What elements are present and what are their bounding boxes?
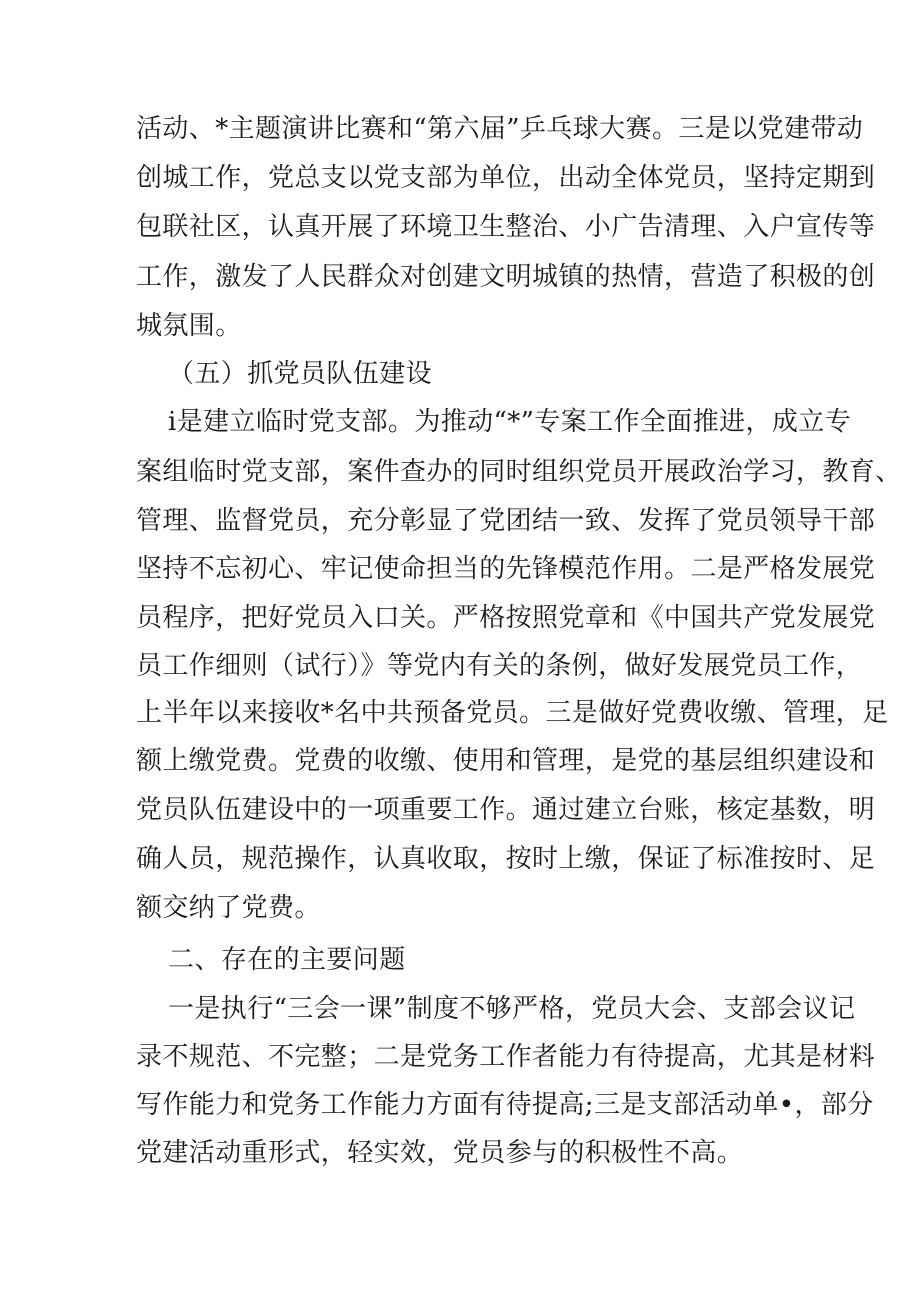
paragraph-line: 坚持不忘初心、牢记使命担当的先锋模范作用。二是严格发展党 [136,554,876,584]
paragraph-line: 活动、*主题演讲比赛和“第六届”乒乓球大赛。三是以党建带动 [136,114,864,144]
paragraph-line: 党建活动重形式，轻实效，党员参与的积极性不高。 [136,1138,744,1168]
section-heading: 二、存在的主要问题 [168,945,406,975]
paragraph-line: 城氛围。 [136,311,242,341]
section-heading: （五）抓党员队伍建设 [168,359,433,389]
paragraph-line: 员工作细则（试行）》等党内有关的条例，做好发展党员工作， [136,651,863,681]
paragraph-line: 包联社区，认真开展了环境卫生整治、小广告清理、入户宣传等 [136,212,876,242]
paragraph-line: 员程序，把好党员入口关。严格按照党章和《中国共产党发展党 [136,603,876,633]
paragraph-line: 创城工作，党总支以党支部为单位，出动全体党员，坚持定期到 [136,163,876,193]
paragraph-line: 党员队伍建设中的一项重要工作。通过建立台账，核定基数，明 [136,795,876,825]
paragraph-line: 管理、监督党员，充分彰显了党团结一致、发挥了党员领导干部 [136,506,876,536]
paragraph-line: 工作，激发了人民群众对创建文明城镇的热情，营造了积极的创 [136,262,876,292]
paragraph-line: 一是执行“三会一课”制度不够严格，党员大会、支部会议记 [168,994,856,1024]
paragraph-line: 确人员，规范操作，认真收取，按时上缴，保证了标准按时、足 [136,844,876,874]
paragraph-line: 写作能力和党务工作能力方面有待提高;三是支部活动单•，部分 [136,1090,874,1120]
paragraph-line: 录不规范、不完整；二是党务工作者能力有待提高，尤其是材料 [136,1042,876,1072]
paragraph-line: 上半年以来接收*名中共预备党员。三是做好党费收缴、管理，足 [136,698,889,728]
paragraph-line: 案组临时党支部，案件查办的同时组织党员开展政治学习，教育、 [136,457,902,487]
paragraph-line: i是建立临时党支部。为推动“*”专案工作全面推进，成立专 [168,407,852,437]
paragraph-line: 额交纳了党费。 [136,893,321,923]
paragraph-line: 额上缴党费。党费的收缴、使用和管理，是党的基层组织建设和 [136,746,876,776]
